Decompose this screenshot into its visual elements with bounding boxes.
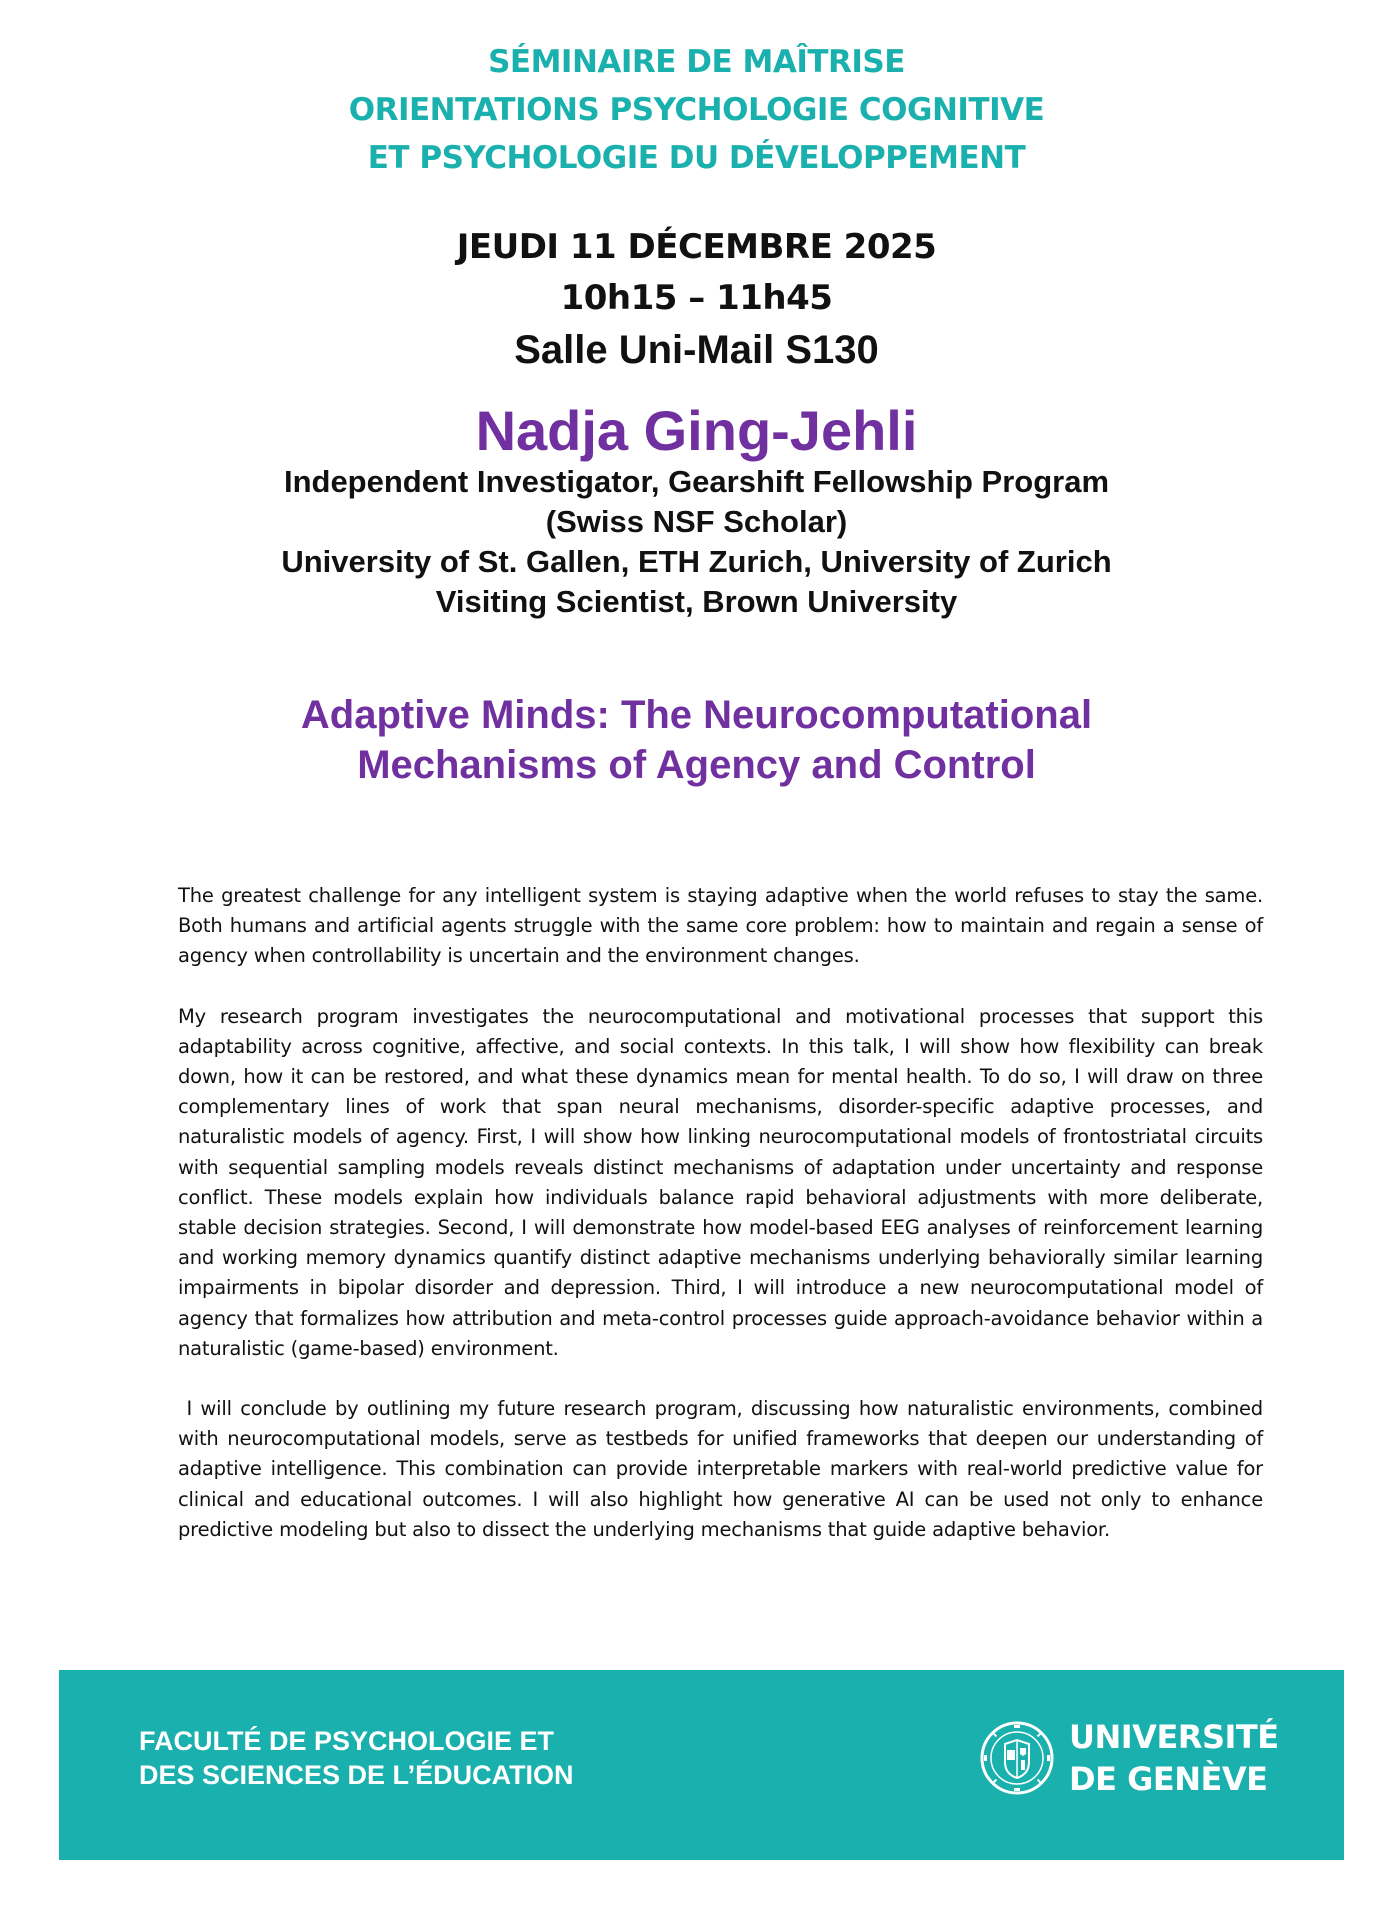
talk-title-line-1: Adaptive Minds: The Neurocomputational <box>300 693 1093 737</box>
event-date: JEUDI 11 DÉCEMBRE 2025 <box>456 227 937 267</box>
university-line-2: DE GENÈVE <box>1069 1760 1268 1798</box>
seminar-heading <box>0 38 1393 182</box>
seminar-title-line-3: ET PSYCHOLOGIE DU DÉVELOPPEMENT <box>367 140 1026 176</box>
speaker-name: Nadja Ging-Jehli <box>475 399 918 462</box>
talk-title <box>0 690 1393 790</box>
affiliation-line-4: Visiting Scientist, Brown University <box>435 584 958 619</box>
university-name <box>1069 1716 1279 1800</box>
event-room: Salle Uni-Mail S130 <box>514 328 879 372</box>
faculty-line-1: FACULTÉ DE PSYCHOLOGIE ET <box>139 1726 555 1756</box>
affiliation-line-3: University of St. Gallen, ETH Zurich, University of Zurich <box>281 544 1112 579</box>
event-time: 10h15 – 11h45 <box>560 278 833 318</box>
university-seal-icon <box>979 1720 1055 1796</box>
abstract-paragraph-2: My research program investigates the neurocomputational and motivational processes that support this adaptability across cognitive, affective, and social contexts. In this talk, I will show how flexibility can break down, how it can be restored, and what these dynamics mean for mental health. To do so, I will draw on three complementary lines of work that span neural mechanisms, disorder-specific adaptive processes, and naturalistic models of agency. First, I will show how linking neurocomputational models of frontostriatal circuits with sequential sampling models reveals distinct mechanisms of adaptation under uncertainty and response conflict. These models explain how individuals balance rapid behavioral adjustments with more deliberate, stable decision strategies. Second, I will demonstrate how model-based EEG analyses of reinforcement learning and working memory dynamics quantify distinct adaptive mechanisms underlying behaviorally similar learning impairments in bipolar disorder and depression. Third, I will introduce a new neurocomputational model of agency that formalizes how attribution and meta-control processes guide approach-avoidance behavior within a naturalistic (game-based) environment. <box>178 1004 1263 1360</box>
talk-title-line-2: Mechanisms of Agency and Control <box>357 743 1036 787</box>
affiliation-line-1: Independent Investigator, Gearshift Fellowship Program <box>283 464 1110 499</box>
event-details <box>0 222 1393 376</box>
footer-band <box>59 1670 1344 1860</box>
abstract <box>178 881 1269 1575</box>
university-logo <box>979 1716 1279 1806</box>
abstract-paragraph-3: I will conclude by outlining my future research program, discussing how naturalistic environments, combined with neurocomputational models, serve as testbeds for unified frameworks that deepen our understanding of adaptive intelligence. This combination can provide interpretable markers with real-world predictive value for clinical and educational outcomes. I will also highlight how generative AI can be used not only to enhance predictive modeling but also to dissect the underlying mechanisms that guide adaptive behavior. <box>178 1397 1269 1541</box>
abstract-paragraph-1: The greatest challenge for any intelligent system is staying adaptive when the world refuses to stay the same. Both humans and artificial agents struggle with the same core problem: how to maintain and regain a sense of agency when controllability is uncertain and the environment changes. <box>178 884 1263 968</box>
seminar-title-line-1: SÉMINAIRE DE MAÎTRISE <box>488 44 905 80</box>
affiliation-line-2: (Swiss NSF Scholar) <box>545 504 848 539</box>
university-line-1: UNIVERSITÉ <box>1069 1718 1279 1756</box>
speaker-affiliations <box>0 462 1393 622</box>
seminar-title-line-2: ORIENTATIONS PSYCHOLOGIE COGNITIVE <box>348 92 1045 128</box>
faculty-line-2: DES SCIENCES DE L’ÉDUCATION <box>139 1760 574 1790</box>
faculty-name <box>139 1724 574 1792</box>
